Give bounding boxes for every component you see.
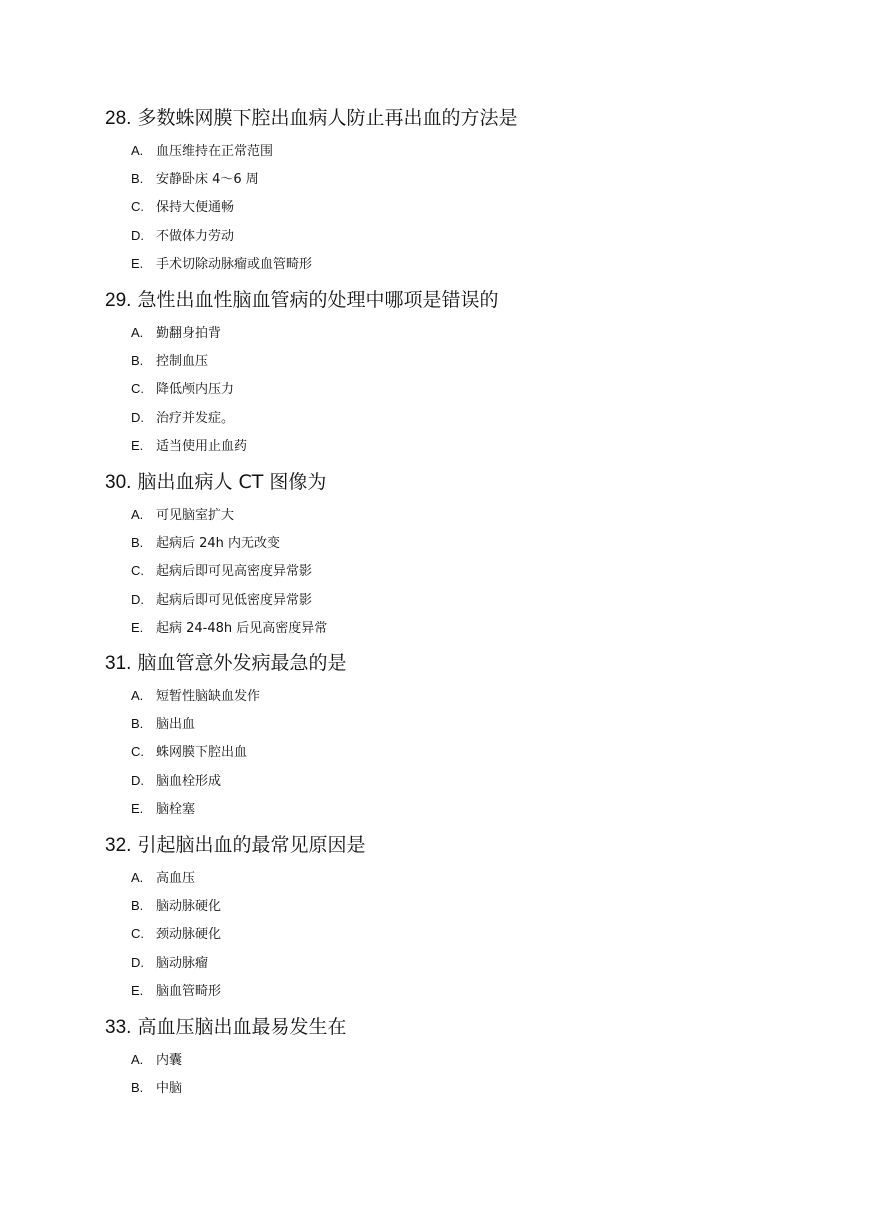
option-letter: B. xyxy=(131,898,144,913)
option-letter: C. xyxy=(131,926,144,941)
option-item xyxy=(131,141,273,161)
option-item xyxy=(131,618,327,638)
option-item xyxy=(131,1078,182,1098)
option-text: 脑栓塞 xyxy=(156,802,196,817)
option-text: 脑动脉瘤 xyxy=(156,956,209,971)
option-item xyxy=(131,771,221,791)
option-text: 颈动脉硬化 xyxy=(156,927,222,942)
question-title xyxy=(105,832,365,858)
option-text: 起病后即可见高密度异常影 xyxy=(156,564,313,579)
option-letter: D. xyxy=(131,592,144,607)
option-letter: E. xyxy=(131,438,144,453)
question-text: 急性出血性脑血管病的处理中哪项是错误的 xyxy=(137,289,499,311)
option-item xyxy=(131,254,312,274)
question-number: 30. xyxy=(105,472,132,493)
option-item xyxy=(131,742,247,762)
question-number: 28. xyxy=(105,108,132,129)
option-letter: E. xyxy=(131,801,144,816)
option-item xyxy=(131,408,234,428)
question-number: 29. xyxy=(105,290,132,311)
option-text: 血压维持在正常范围 xyxy=(156,144,274,159)
option-letter: D. xyxy=(131,955,144,970)
option-item xyxy=(131,590,312,610)
option-item xyxy=(131,351,208,371)
option-letter: B. xyxy=(131,535,144,550)
question-title xyxy=(105,469,326,495)
option-letter: B. xyxy=(131,353,144,368)
option-item xyxy=(131,436,247,456)
option-text: 脑血栓形成 xyxy=(156,774,222,789)
option-item xyxy=(131,561,312,581)
option-item xyxy=(131,714,195,734)
option-letter: D. xyxy=(131,410,144,425)
question-number: 32. xyxy=(105,835,132,856)
option-text: 高血压 xyxy=(156,871,196,886)
question-title xyxy=(105,650,346,676)
option-letter: A. xyxy=(131,325,144,340)
question-text: 脑出血病人 CT 图像为 xyxy=(137,471,327,493)
option-letter: E. xyxy=(131,256,144,271)
option-item xyxy=(131,924,221,944)
option-text: 内囊 xyxy=(156,1053,183,1068)
option-text: 勤翻身拍背 xyxy=(156,326,222,341)
option-item xyxy=(131,686,260,706)
option-item xyxy=(131,799,195,819)
option-letter: D. xyxy=(131,228,144,243)
option-item xyxy=(131,505,234,525)
option-letter: A. xyxy=(131,143,144,158)
option-text: 适当使用止血药 xyxy=(156,439,248,454)
option-text: 不做体力劳动 xyxy=(156,229,235,244)
question-number: 33. xyxy=(105,1017,132,1038)
option-text: 保持大便通畅 xyxy=(156,200,235,215)
question-title xyxy=(105,287,498,313)
option-text: 中脑 xyxy=(156,1081,183,1096)
option-item xyxy=(131,868,195,888)
option-text: 脑动脉硬化 xyxy=(156,899,222,914)
option-letter: B. xyxy=(131,1080,144,1095)
option-text: 脑血管畸形 xyxy=(156,984,222,999)
option-text: 治疗并发症。 xyxy=(156,411,235,426)
option-text: 手术切除动脉瘤或血管畸形 xyxy=(156,257,313,272)
option-item xyxy=(131,896,221,916)
option-letter: C. xyxy=(131,381,144,396)
option-item xyxy=(131,323,221,343)
option-text: 起病后 24h 内无改变 xyxy=(156,536,281,551)
option-text: 起病 24-48h 后见高密度异常 xyxy=(156,621,328,636)
option-letter: B. xyxy=(131,171,144,186)
option-text: 脑出血 xyxy=(156,717,196,732)
option-text: 降低颅内压力 xyxy=(156,382,235,397)
option-text: 起病后即可见低密度异常影 xyxy=(156,593,313,608)
option-text: 安静卧床 4～6 周 xyxy=(156,172,259,187)
question-title xyxy=(105,105,517,131)
option-item xyxy=(131,197,234,217)
option-text: 控制血压 xyxy=(156,354,209,369)
option-item xyxy=(131,533,280,553)
option-letter: A. xyxy=(131,870,144,885)
option-letter: C. xyxy=(131,199,144,214)
option-item xyxy=(131,169,259,189)
option-text: 蛛网膜下腔出血 xyxy=(156,745,248,760)
option-letter: C. xyxy=(131,563,144,578)
question-title xyxy=(105,1014,346,1040)
option-item xyxy=(131,226,234,246)
option-letter: A. xyxy=(131,507,144,522)
option-item xyxy=(131,1050,182,1070)
question-text: 高血压脑出血最易发生在 xyxy=(137,1016,347,1038)
option-item xyxy=(131,379,234,399)
question-text: 脑血管意外发病最急的是 xyxy=(137,652,347,674)
option-letter: D. xyxy=(131,773,144,788)
option-letter: A. xyxy=(131,1052,144,1067)
option-item xyxy=(131,953,208,973)
question-text: 引起脑出血的最常见原因是 xyxy=(137,834,366,856)
option-letter: E. xyxy=(131,983,144,998)
question-text: 多数蛛网膜下腔出血病人防止再出血的方法是 xyxy=(137,107,518,129)
option-letter: A. xyxy=(131,688,144,703)
option-letter: B. xyxy=(131,716,144,731)
option-item xyxy=(131,981,221,1001)
option-letter: C. xyxy=(131,744,144,759)
option-letter: E. xyxy=(131,620,144,635)
option-text: 短暂性脑缺血发作 xyxy=(156,689,261,704)
question-number: 31. xyxy=(105,653,132,674)
option-text: 可见脑室扩大 xyxy=(156,508,235,523)
